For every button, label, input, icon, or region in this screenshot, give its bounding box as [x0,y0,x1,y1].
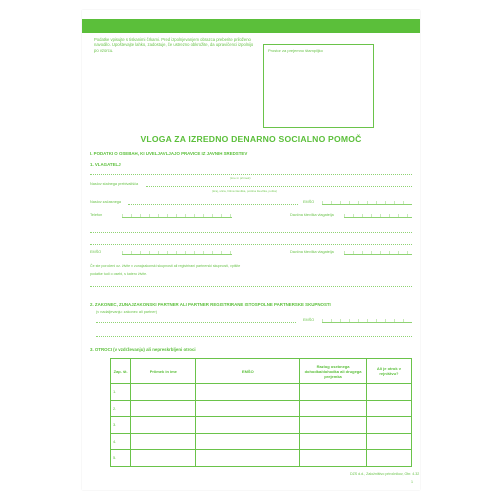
col-emso: EMŠO [196,359,300,384]
section-1-heading: 1. VLAGATELJ [90,162,121,167]
tax-label: Davčna številka vlagatelja [290,213,334,217]
partner-emso-label: EMŠO [303,318,315,322]
partner-note: Če ste poročeni oz. živite v zunajzakonski skupnosti ali registrirani partnerski skupnosti, vpišite [90,264,241,268]
table-row[interactable]: 3. [111,417,412,434]
stamp-box [263,44,374,128]
address-label: Naslov stalnega prebivališča [90,182,139,186]
page-number: 1 [411,480,413,484]
partner-extra-line[interactable] [96,336,412,337]
temp-address-line[interactable] [128,204,298,205]
tax-field[interactable] [344,213,412,218]
header-color-bar [82,19,420,33]
col-number: Zap. št. [111,359,131,384]
phone-field[interactable] [122,213,232,218]
table-row[interactable]: 2. [111,400,412,417]
table-row[interactable]: 5. [111,450,412,467]
section-2-sub: (v nadaljevanju: zakonec ali partner) [96,310,157,314]
intro-instructions: Podatke vpisujte s tiskanimi črkami. Pred izpolnjevanjem obrazca preberite priloženo navodilo. Upoštevajte lahko, zadostuje, če ustrezno obkrožite, da upravičenci izpolnijo po vzorcu. [94,37,254,53]
address-hint: (kraj, ulica, hišna številka, poštna številka, pošta) [212,189,277,193]
table-row[interactable]: 1. [111,384,412,401]
emso-field[interactable] [322,200,412,205]
emso-label: EMŠO [303,200,315,204]
tax2-field[interactable] [344,250,412,255]
applicant-name-line[interactable] [90,174,412,175]
temp-address-label: Naslov začasnega [90,200,122,204]
extra-line-1[interactable] [90,232,412,233]
partner-name-line[interactable] [96,322,296,323]
address-line[interactable] [146,186,412,187]
form-title: VLOGA ZA IZREDNO DENARNO SOCIALNO POMOČ [140,134,362,144]
name-hint: (ime in priimek) [230,176,251,180]
second-person-line[interactable] [90,244,412,245]
section-i-heading: I. PODATKI O OSEBAH, KI UVELJAVLJAJO PRAVICE IZ JAVNIH SREDSTEV [90,151,248,156]
section-2-heading: 2. ZAKONEC, ZUNAJZAKONSKI PARTNER ALI PARTNER REGISTRIRANE ISTOSPOLNE PARTNERSKE SKUPNOSTI [90,302,331,307]
col-foster: Ali je otrok v rejništvu? [366,359,411,384]
phone-label: Telefon [90,213,103,217]
partner-note-2: podatke tudi o osebi, s katero živite. [90,272,148,276]
note-line[interactable] [90,286,412,287]
children-table [110,358,412,467]
tax2-label: Davčna številka vlagatelja [290,250,334,254]
form-sheet [82,10,420,490]
section-3-heading: 3. OTROCI (v vzdrževanju) ali nepreskrbljeni otroci [90,347,196,352]
emso2-label: EMŠO [90,250,102,254]
partner-emso-field[interactable] [322,318,412,323]
col-name: Priimek in ime [131,359,196,384]
col-reason: Razlog osebnega dohodka/dohodka ali drugega prejemka [300,359,367,384]
stamp-label: Prostor za prejemno štampiljko [268,48,323,53]
table-row[interactable]: 4. [111,433,412,450]
emso2-field[interactable] [122,250,232,255]
publisher-footer: DZS d.d., Založništvo priročnikov, Obr. 4.32 [350,472,420,476]
